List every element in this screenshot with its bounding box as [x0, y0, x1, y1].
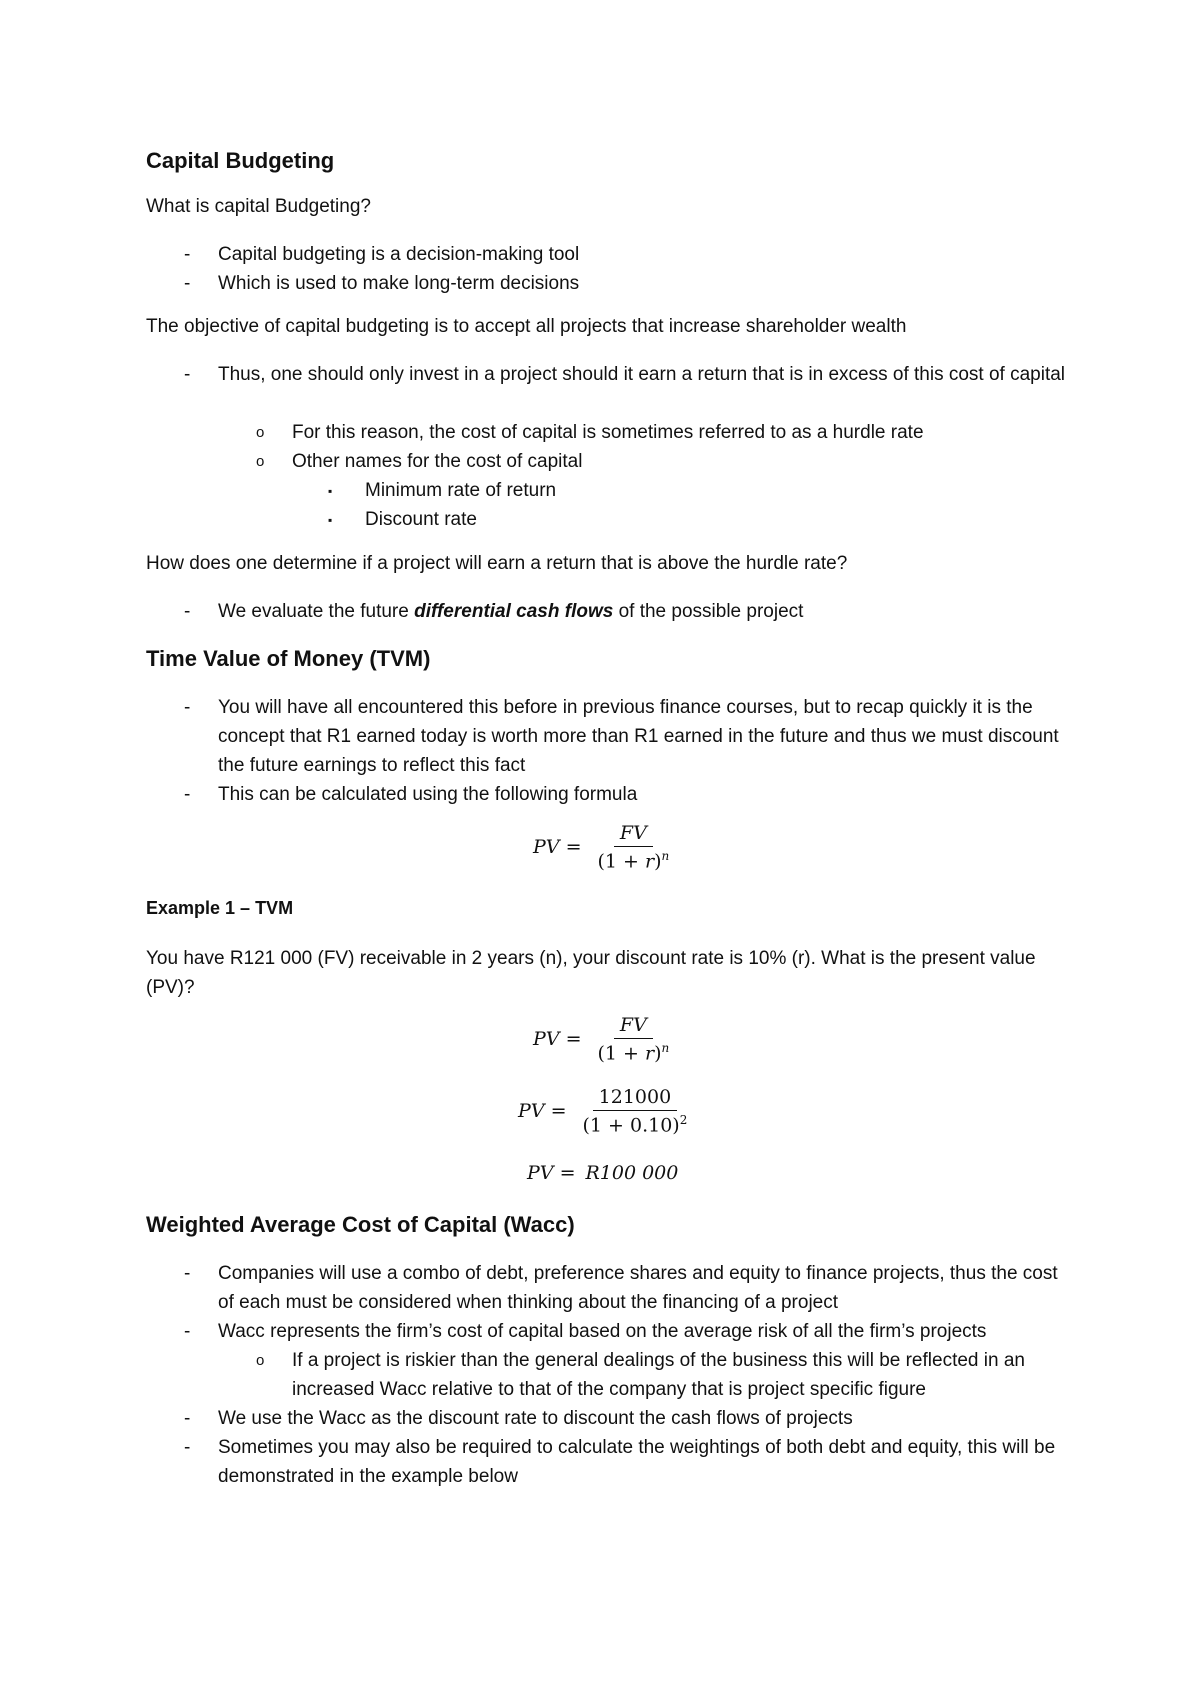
pv-formula: PV = $\frac{FV}{(1 + r)^n}$: [533, 822, 670, 873]
list-item: - Which is used to make long-term decisions: [184, 273, 580, 294]
list-item: o For this reason, the cost of capital is sometimes referred to as a hurdle rate: [256, 422, 924, 443]
list-item: o Other names for the cost of capital: [256, 451, 583, 472]
example1-heading: Example 1 – TVM: [146, 898, 294, 918]
list-item: - This can be calculated using the following formula: [184, 784, 638, 805]
tvm-heading: Time Value of Money (TVM): [146, 646, 431, 671]
list-item: - We evaluate the future differential cash flows of the possible project: [184, 601, 804, 622]
example1-text: You have R121 000 (FV) receivable in 2 years (n), your discount rate is 10% (r). What is the present value (PV)?: [146, 948, 1036, 998]
pv-substituted-formula: PV = $\frac{121000}{(1 + 0.10)^2}$: [518, 1086, 688, 1137]
list-item: - Capital budgeting is a decision-making tool: [184, 244, 580, 265]
pv-result: PV = R100 000: [527, 1162, 679, 1184]
pv-formula-example: PV = $\frac{FV}{(1 + r)^n}$: [533, 1014, 670, 1065]
list-item: - We use the Wacc as the discount rate to discount the cash flows of projects: [184, 1408, 853, 1429]
list-item: - Wacc represents the firm’s cost of capital based on the average risk of all the firm’s projects: [184, 1321, 987, 1342]
list-item: - Thus, one should only invest in a project should it earn a return that is in excess of this cost of capital: [184, 364, 1066, 385]
wacc-heading: Weighted Average Cost of Capital (Wacc): [146, 1212, 575, 1237]
hurdle-question: How does one determine if a project will earn a return that is above the hurdle rate?: [146, 553, 848, 574]
list-item: - Companies will use a combo of debt, preference shares and equity to finance projects, thus the cost of each must be considered when thinking about the financing of a project: [184, 1263, 1058, 1313]
objective-paragraph: The objective of capital budgeting is to accept all projects that increase shareholder wealth: [146, 316, 907, 337]
list-item: ▪ Minimum rate of return: [328, 480, 557, 501]
list-item: ▪ Discount rate: [328, 509, 477, 530]
list-item: - Sometimes you may also be required to calculate the weightings of both debt and equity, this will be demonstrated in the example below: [184, 1437, 1056, 1487]
list-item: - You will have all encountered this before in previous finance courses, but to recap quickly it is the concept that R1 earned today is worth more than R1 earned in the future and thus we must discount the future earnings to reflect this fact: [184, 697, 1059, 776]
page-title: Capital Budgeting: [146, 148, 335, 173]
emphasis-text: differential cash flows: [414, 601, 614, 622]
intro-question: What is capital Budgeting?: [146, 196, 371, 217]
list-item: o If a project is riskier than the general dealings of the business this will be reflected in an increased Wacc relative to that of the company that is project specific figure: [256, 1350, 1025, 1400]
